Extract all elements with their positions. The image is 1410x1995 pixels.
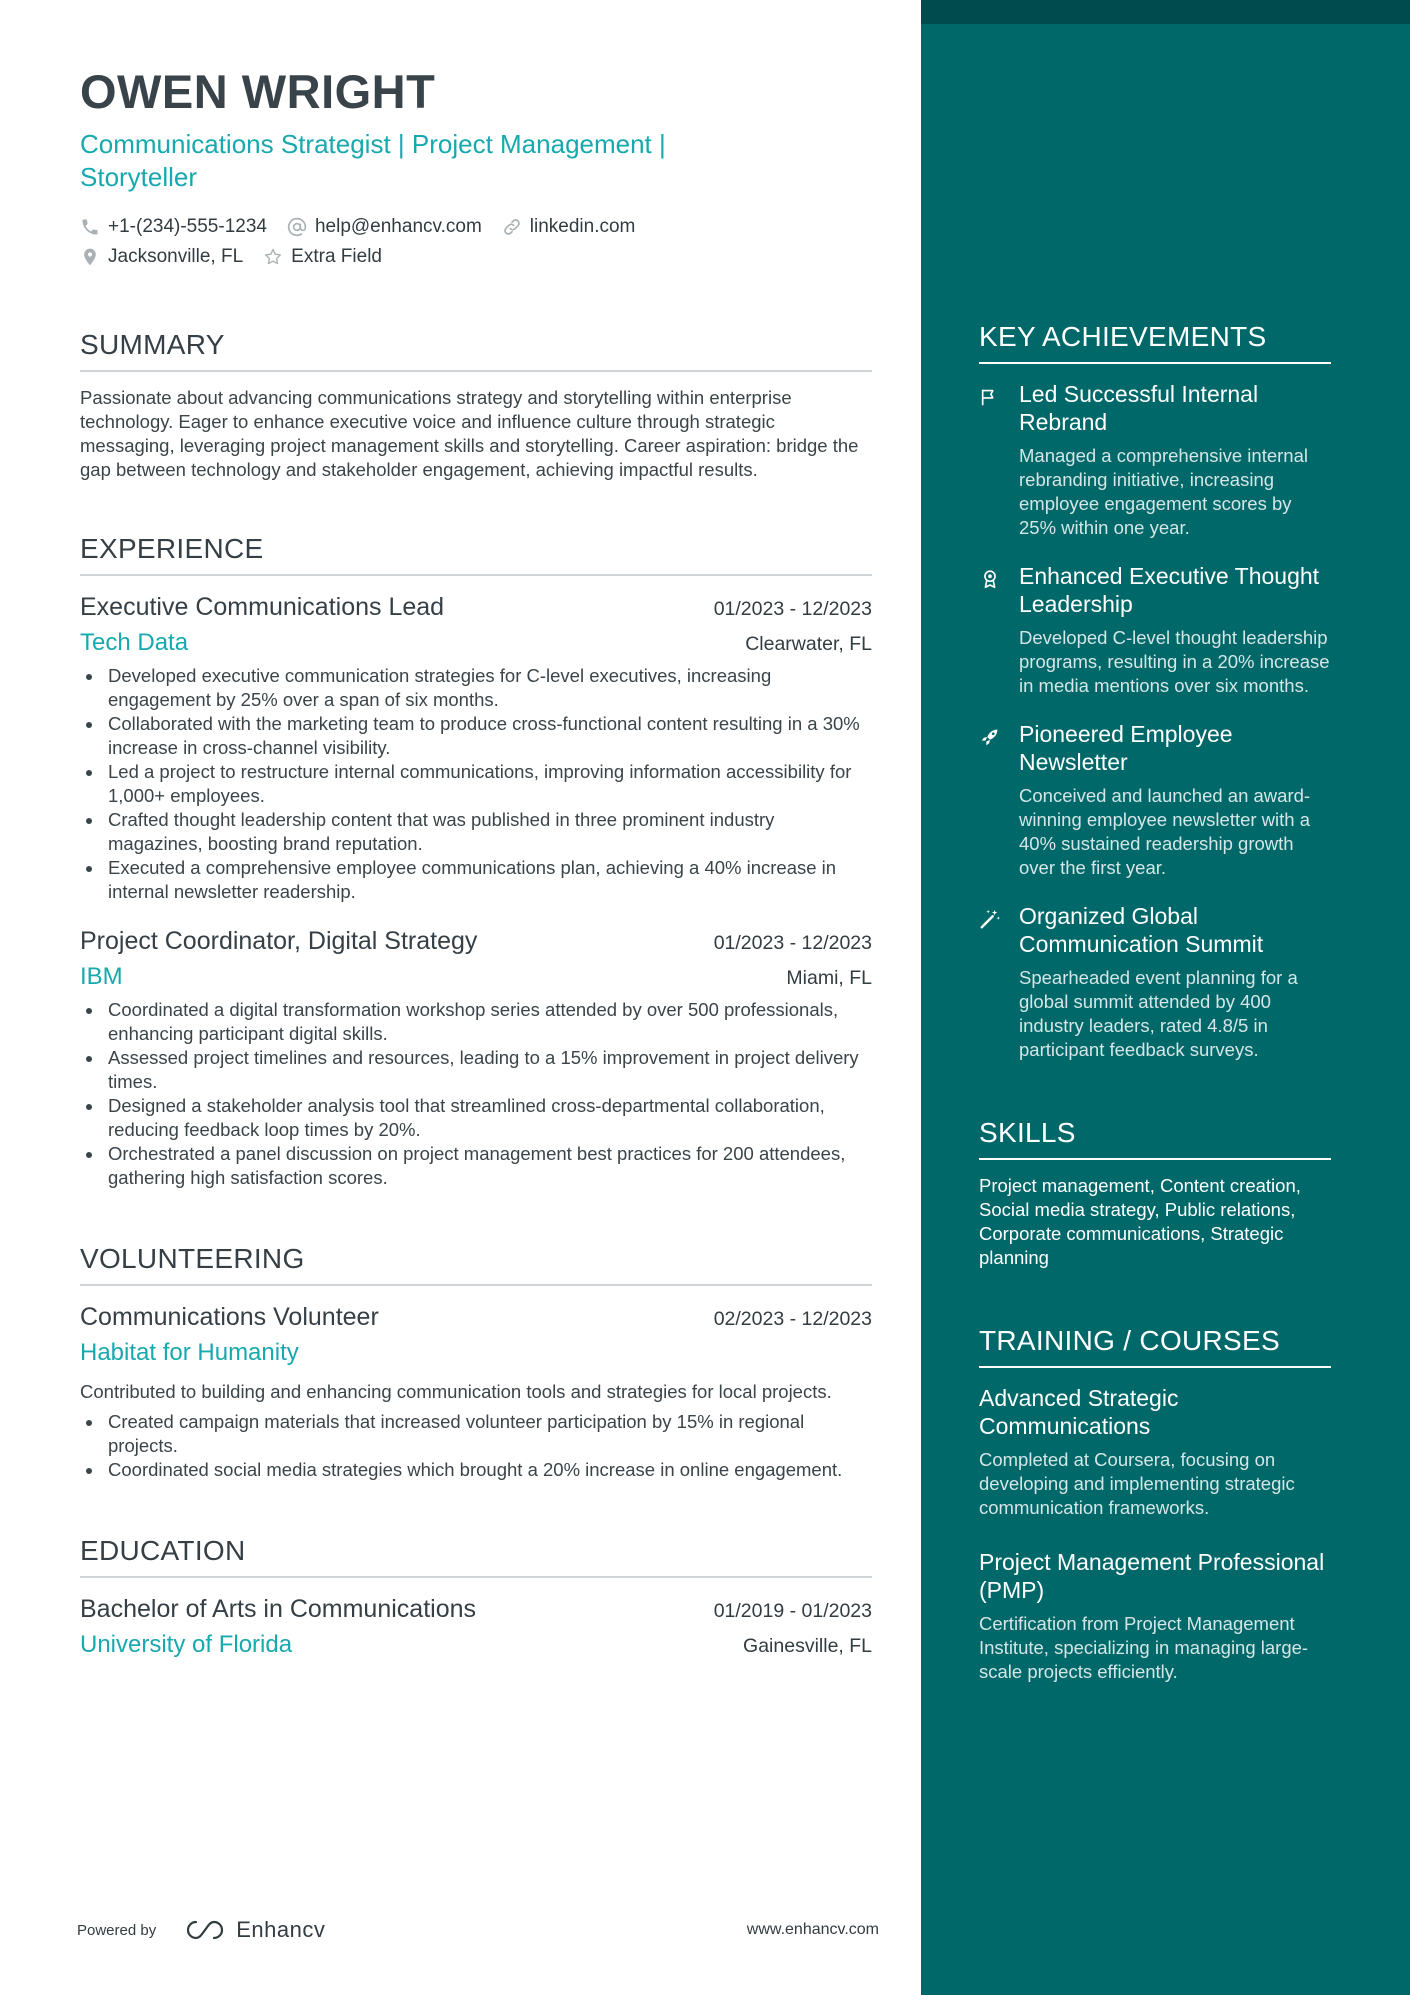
volunteer-description: Contributed to building and enhancing communication tools and strategies for local projects.: [80, 1381, 832, 1402]
contact-phone[interactable]: [80, 216, 267, 238]
summary-section: [80, 328, 872, 482]
star-icon: [263, 247, 283, 267]
enhancv-logo[interactable]: [182, 1917, 325, 1943]
brand-name: Enhancv: [236, 1917, 326, 1942]
job-title: Project Coordinator, Digital Strategy: [80, 927, 478, 955]
bullet-item: Crafted thought leadership content that was published in three prominent industry magazines, boosting brand reputation.: [80, 808, 872, 856]
volunteer-bullets: [80, 1410, 872, 1482]
rocket-icon: [979, 720, 1007, 880]
achievement-item: [979, 562, 1331, 698]
experience-entry: [80, 590, 872, 904]
bullet-item: Designed a stakeholder analysis tool that streamlined cross-departmental collaboration, reducing feedback loop times by 20%.: [80, 1094, 872, 1142]
contact-link[interactable]: [502, 216, 636, 238]
footer-website[interactable]: www.enhancv.com: [746, 1921, 879, 1938]
school-name: University of Florida: [80, 1631, 293, 1658]
location-text: Jacksonville, FL: [108, 246, 244, 267]
achievement-title: Organized Global Communication Summit: [1019, 903, 1264, 957]
volunteering-title: VOLUNTEERING: [80, 1242, 872, 1286]
experience-section: [80, 532, 872, 1190]
phone-icon: [80, 217, 100, 237]
skills-title: SKILLS: [979, 1116, 1331, 1160]
achievement-title: Led Successful Internal Rebrand: [1019, 381, 1259, 435]
volunteer-date: 02/2023 - 12/2023: [713, 1308, 872, 1330]
achievement-item: [979, 902, 1331, 1062]
achievement-description: Developed C-level thought leadership programs, resulting in a 20% increase in media mentions over six months.: [1019, 627, 1330, 696]
organization-name: Habitat for Humanity: [80, 1339, 299, 1366]
company-name: Tech Data: [80, 629, 189, 656]
magic-wand-icon: [979, 902, 1007, 1062]
volunteering-entry: [80, 1300, 872, 1482]
contact-email[interactable]: [287, 216, 482, 238]
volunteer-role: Communications Volunteer: [80, 1303, 379, 1331]
bullet-item: Led a project to restructure internal communications, improving information accessibility for 1,000+ employees.: [80, 760, 872, 808]
education-entry: [80, 1592, 872, 1660]
bullet-item: Coordinated a digital transformation workshop series attended by over 500 professionals, enhancing participant digital skills.: [80, 998, 872, 1046]
contact-extra: [263, 246, 382, 268]
contact-location: [80, 246, 243, 268]
bullet-item: Created campaign materials that increased volunteer participation by 15% in regional projects.: [80, 1410, 872, 1458]
training-title: TRAINING / COURSES: [979, 1324, 1331, 1368]
training-section: [979, 1324, 1331, 1684]
contact-info: [80, 212, 872, 272]
summary-title: SUMMARY: [80, 328, 872, 372]
education-title: EDUCATION: [80, 1534, 872, 1578]
achievement-title: Pioneered Employee Newsletter: [1019, 721, 1233, 775]
achievement-item: [979, 720, 1331, 880]
phone-text: +1-(234)-555-1234: [108, 216, 267, 237]
job-date: 01/2023 - 12/2023: [713, 598, 872, 620]
job-location: Miami, FL: [786, 967, 872, 989]
achievements-title: KEY ACHIEVEMENTS: [979, 320, 1331, 364]
course-item: [979, 1384, 1331, 1520]
link-text: linkedin.com: [529, 216, 636, 237]
flag-icon: [979, 380, 1007, 540]
enhancv-logo-icon: [182, 1918, 228, 1942]
achievement-title: Enhanced Executive Thought Leadership: [1019, 563, 1320, 617]
footer: [77, 1912, 879, 1948]
sidebar-top-strip: [921, 0, 1410, 24]
job-date: 01/2023 - 12/2023: [713, 932, 872, 954]
extra-field-text: Extra Field: [291, 246, 382, 267]
location-pin-icon: [80, 247, 100, 267]
achievement-description: Managed a comprehensive internal rebranding initiative, increasing employee engagement scores by 25% within one year.: [1019, 445, 1308, 538]
course-description: Certification from Project Management Institute, specializing in managing large-scale projects efficiently.: [979, 1613, 1309, 1682]
bullet-item: Coordinated social media strategies which brought a 20% increase in online engagement.: [80, 1458, 872, 1482]
bullet-item: Executed a comprehensive employee communications plan, achieving a 40% increase in internal newsletter readership.: [80, 856, 872, 904]
bullet-item: Developed executive communication strategies for C-level executives, increasing engagement by 25% over a span of six months.: [80, 664, 872, 712]
skills-text: Project management, Content creation, Social media strategy, Public relations, Corporate communications, Strategic planning: [979, 1175, 1301, 1268]
powered-by-label: Powered by: [77, 1921, 157, 1939]
course-description: Completed at Coursera, focusing on developing and implementing strategic communication frameworks.: [979, 1449, 1295, 1518]
bullet-item: Orchestrated a panel discussion on project management best practices for 200 attendees, gathering high satisfaction scores.: [80, 1142, 872, 1190]
achievement-description: Spearheaded event planning for a global summit attended by 400 industry leaders, rated 4.8/5 in participant feedback surveys.: [1019, 967, 1298, 1060]
experience-title: EXPERIENCE: [80, 532, 872, 576]
powered-by: [77, 1917, 325, 1943]
bullet-item: Collaborated with the marketing team to produce cross-functional content resulting in a 30% increase in cross-channel visibility.: [80, 712, 872, 760]
main-column: [80, 60, 872, 1660]
achievements-section: [979, 320, 1331, 1062]
contact-row-1: [80, 212, 872, 242]
company-name: IBM: [80, 963, 123, 990]
email-text: help@enhancv.com: [314, 216, 482, 237]
job-bullets: [80, 998, 872, 1190]
course-item: [979, 1548, 1331, 1684]
course-title: Project Management Professional (PMP): [979, 1549, 1325, 1603]
candidate-name: OWEN WRIGHT: [80, 65, 436, 118]
sidebar-column: [979, 320, 1331, 1738]
course-title: Advanced Strategic Communications: [979, 1385, 1179, 1439]
achievement-item: [979, 380, 1331, 540]
award-ribbon-icon: [979, 562, 1007, 698]
skills-section: [979, 1116, 1331, 1270]
summary-text: Passionate about advancing communications strategy and storytelling within enterprise technology. Eager to enhance executive voice and influence culture through strategic messaging, leveraging project management skills and storytelling. Career aspiration: bridge the gap between technology and stakeholder engagement, achieving impactful results.: [80, 387, 859, 480]
achievement-description: Conceived and launched an award-winning employee newsletter with a 40% sustained readership growth over the first year.: [1019, 785, 1311, 878]
job-location: Clearwater, FL: [745, 633, 872, 655]
volunteering-section: [80, 1242, 872, 1482]
candidate-headline: Communications Strategist | Project Management | Storyteller: [80, 129, 666, 192]
degree-title: Bachelor of Arts in Communications: [80, 1595, 477, 1623]
education-section: [80, 1534, 872, 1660]
at-sign-icon: [287, 217, 307, 237]
link-icon: [502, 217, 522, 237]
contact-row-2: [80, 242, 872, 272]
bullet-item: Assessed project timelines and resources, leading to a 15% improvement in project delivery times.: [80, 1046, 872, 1094]
education-date: 01/2019 - 01/2023: [713, 1600, 872, 1622]
job-bullets: [80, 664, 872, 904]
job-title: Executive Communications Lead: [80, 593, 445, 621]
school-location: Gainesville, FL: [743, 1635, 872, 1657]
experience-entry: [80, 924, 872, 1190]
